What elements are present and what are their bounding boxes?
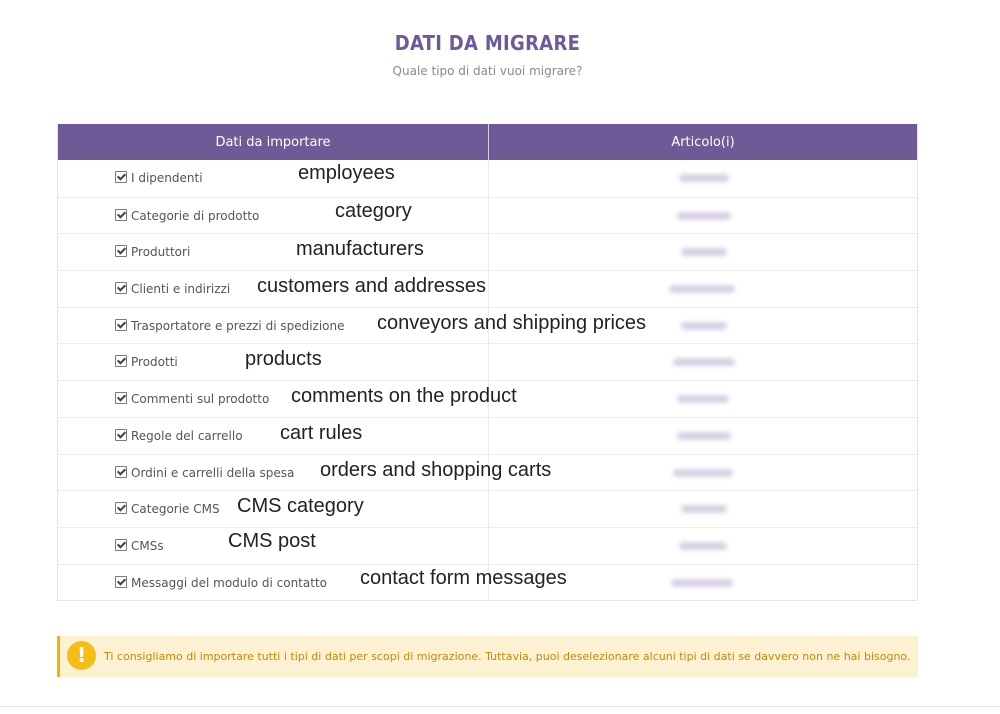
translation-annotation: orders and shopping carts [320, 458, 552, 481]
redacted-count [679, 542, 727, 550]
page-title: DATI DA MIGRARE [394, 31, 581, 55]
data-type-cell [58, 455, 552, 491]
data-type-checkbox[interactable] [115, 355, 127, 367]
redacted-count [679, 174, 729, 182]
data-type-label[interactable]: Produttori [131, 245, 191, 260]
page-subtitle: Quale tipo di dati vuoi migrare? [392, 64, 583, 78]
column-header-items: Articolo(i) [671, 134, 735, 150]
data-type-label[interactable]: Categorie di prodotto [131, 208, 260, 223]
table-row [58, 417, 917, 454]
data-type-cell [58, 344, 489, 380]
exclamation-icon: ! [67, 641, 96, 670]
data-type-label[interactable]: I dipendenti [131, 171, 203, 185]
item-count-cell [489, 418, 917, 454]
item-count-cell [489, 160, 917, 197]
data-type-cell [58, 160, 489, 197]
data-type-label[interactable]: Clienti e indirizzi [131, 282, 231, 297]
item-count-cell [489, 271, 917, 307]
data-type-cell [58, 381, 517, 417]
item-count-cell [489, 455, 917, 491]
data-type-checkbox[interactable] [115, 539, 127, 551]
data-type-label[interactable]: CMSs [131, 538, 164, 553]
translation-annotation: customers and addresses [257, 275, 487, 298]
data-type-checkbox[interactable] [115, 392, 127, 404]
data-type-label[interactable]: Trasportatore e prezzi di spedizione [131, 318, 345, 333]
table-row [58, 233, 917, 270]
redacted-count [677, 212, 731, 220]
data-type-checkbox[interactable] [115, 209, 127, 221]
data-type-label[interactable]: Categorie CMS [131, 502, 220, 517]
data-type-cell [58, 271, 489, 307]
item-count-cell [489, 381, 917, 417]
data-type-cell [58, 565, 567, 601]
data-type-cell [58, 198, 489, 234]
data-type-cell [58, 234, 489, 270]
translation-annotation: conveyors and shipping prices [377, 311, 647, 334]
alert-text: Ti consigliamo di importare tutti i tipi di dati per scopi di migrazione. Tuttavia, puoi deselezionare alcuni tipi di dati se davvero non ne hai bisogno. [104, 650, 911, 663]
data-type-cell [58, 308, 647, 344]
redacted-count [681, 505, 727, 513]
data-type-checkbox[interactable] [115, 171, 127, 183]
redacted-count [673, 469, 733, 477]
table-row [58, 454, 917, 491]
translation-annotation: products [245, 348, 322, 371]
table-header [58, 124, 917, 160]
data-type-label[interactable]: Messaggi del modulo di contatto [131, 575, 327, 590]
translation-annotation: cart rules [280, 421, 363, 444]
data-type-checkbox[interactable] [115, 429, 127, 441]
table-row [58, 270, 917, 307]
divider [0, 706, 1000, 707]
info-alert [57, 636, 918, 677]
column-header-data: Dati da importare [58, 124, 489, 160]
translation-annotation: CMS post [228, 529, 316, 552]
redacted-count [681, 322, 727, 330]
data-type-checkbox[interactable] [115, 319, 127, 331]
redacted-count [677, 432, 731, 440]
data-type-label[interactable]: Commenti sul prodotto [131, 392, 270, 407]
data-type-label[interactable]: Regole del carrello [131, 428, 243, 443]
redacted-count [677, 395, 729, 403]
data-type-checkbox[interactable] [115, 245, 127, 257]
data-type-cell [58, 418, 489, 454]
table-row [58, 380, 917, 417]
data-type-cell [58, 528, 489, 564]
item-count-cell [489, 198, 917, 234]
table-body [58, 160, 917, 600]
translation-annotation: CMS category [237, 495, 364, 518]
data-type-label[interactable]: Ordini e carrelli della spesa [131, 465, 295, 480]
data-type-checkbox[interactable] [115, 466, 127, 478]
item-count-cell [489, 565, 917, 601]
table-row [58, 197, 917, 234]
data-type-label[interactable]: Prodotti [131, 355, 178, 370]
data-type-checkbox[interactable] [115, 576, 127, 588]
redacted-count [671, 579, 733, 587]
table-row [58, 527, 917, 564]
redacted-count [669, 285, 735, 293]
item-count-cell [489, 234, 917, 270]
item-count-cell [489, 528, 917, 564]
redacted-count [673, 358, 735, 366]
translation-annotation: comments on the product [291, 385, 517, 408]
data-type-checkbox[interactable] [115, 502, 127, 514]
data-table [57, 124, 918, 601]
translation-annotation: employees [298, 162, 395, 184]
table-row [58, 343, 917, 380]
table-row [58, 564, 917, 601]
redacted-count [681, 248, 727, 256]
item-count-cell [489, 491, 917, 527]
item-count-cell [489, 344, 917, 380]
translation-annotation: category [335, 199, 412, 222]
table-row [58, 160, 917, 197]
translation-annotation: manufacturers [296, 238, 424, 261]
item-count-cell [489, 308, 917, 344]
data-type-checkbox[interactable] [115, 282, 127, 294]
data-type-cell [58, 491, 489, 527]
table-row [58, 490, 917, 527]
table-row [58, 307, 917, 344]
translation-annotation: contact form messages [360, 566, 567, 589]
